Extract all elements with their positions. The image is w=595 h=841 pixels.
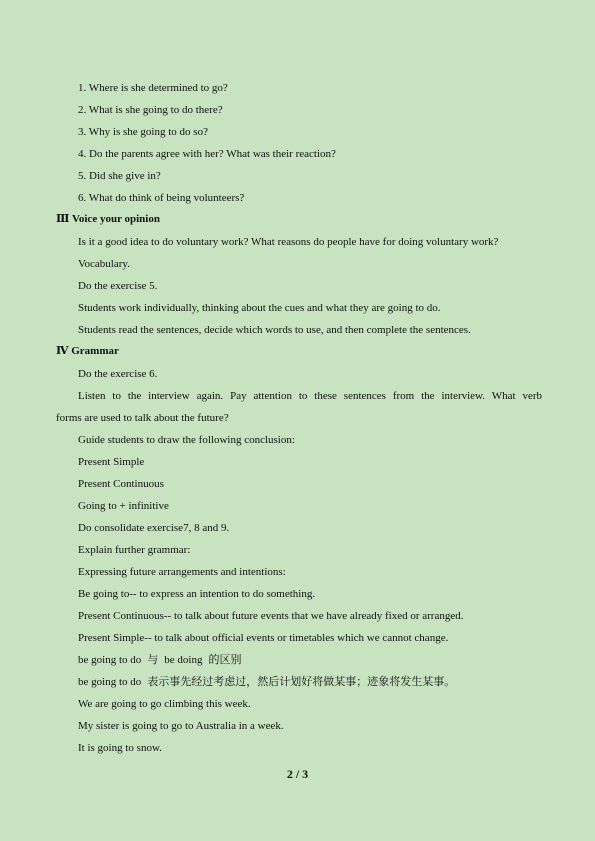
section4-line: Do the exercise 6. <box>78 368 158 380</box>
compare-connector: 与 <box>147 654 159 666</box>
section4-line: Expressing future arrangements and intentions: <box>78 566 286 578</box>
example-sentence: We are going to go climbing this week. <box>78 698 251 710</box>
question-4: 4. Do the parents agree with her? What was their reaction? <box>78 148 336 160</box>
section4-line: Going to + infinitive <box>78 500 169 512</box>
section4-line: Do consolidate exercise7, 8 and 9. <box>78 522 230 534</box>
compare-line <box>78 653 241 667</box>
page-number: 2 / 3 <box>286 767 309 781</box>
section-heading-grammar: Ⅳ Grammar <box>56 345 119 357</box>
explain-line <box>78 675 455 689</box>
section4-line: Present Simple-- to talk about official events or timetables which we cannot change. <box>78 632 449 644</box>
question-2: 2. What is she going to do there? <box>78 104 223 116</box>
section3-line: Do the exercise 5. <box>78 280 158 292</box>
compare-difference: 的区别 <box>208 654 242 666</box>
compare-term-b: be doing <box>164 654 203 666</box>
compare-term-a: be going to do <box>78 654 142 666</box>
section4-paragraph-continued: forms are used to talk about the future? <box>56 412 229 424</box>
question-3: 3. Why is she going to do so? <box>78 126 208 138</box>
explain-text: 表示事先经过考虑过，然后计划好将做某事；迹象将发生某事。 <box>147 676 456 688</box>
example-sentence: It is going to snow. <box>78 742 162 754</box>
section3-line: Vocabulary. <box>78 258 130 270</box>
section4-line: Present Simple <box>78 456 145 468</box>
section4-line: Guide students to draw the following conclusion: <box>78 434 295 446</box>
section4-paragraph-first: Listen to the interview again. Pay attention to these sentences from the interview. What verb <box>78 390 542 402</box>
section4-line: Explain further grammar: <box>78 544 191 556</box>
explain-term: be going to do <box>78 676 142 688</box>
question-6: 6. What do think of being volunteers? <box>78 192 245 204</box>
example-sentence: My sister is going to go to Australia in a week. <box>78 720 284 732</box>
section4-line: Be going to-- to express an intention to do something. <box>78 588 316 600</box>
section-heading-voice-opinion: Ⅲ Voice your opinion <box>56 213 160 225</box>
question-5: 5. Did she give in? <box>78 170 161 182</box>
section3-line: Is it a good idea to do voluntary work? What reasons do people have for doing voluntary work? <box>78 236 499 248</box>
section3-line: Students work individually, thinking about the cues and what they are going to do. <box>78 302 441 314</box>
section4-line: Present Continuous <box>78 478 164 490</box>
section4-line: Present Continuous-- to talk about future events that we have already fixed or arranged. <box>78 610 464 622</box>
question-1: 1. Where is she determined to go? <box>78 82 228 94</box>
section3-line: Students read the sentences, decide which words to use, and then complete the sentences. <box>78 324 471 336</box>
